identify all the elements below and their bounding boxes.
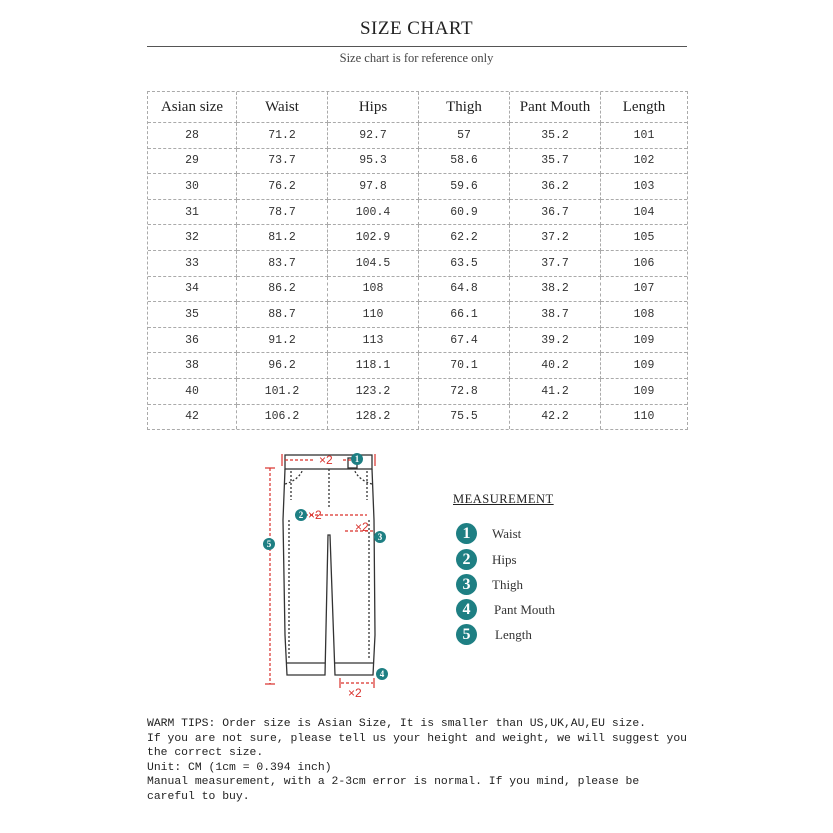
tip-line: If you are not sure, please tell us your height and weight, we will suggest you the correct size. — [147, 732, 694, 760]
table-cell: 123.2 — [328, 379, 419, 405]
measurement-arrows — [265, 454, 375, 688]
multiplier-thigh: ×2 — [355, 520, 369, 534]
svg-text:2: 2 — [298, 510, 304, 520]
table-cell: 67.4 — [419, 328, 510, 354]
table-cell: 104 — [601, 200, 687, 226]
table-cell: 36.7 — [510, 200, 601, 226]
table-cell: 86.2 — [237, 277, 328, 303]
table-row — [148, 251, 687, 277]
table-header-row — [148, 92, 687, 123]
table-cell: 35.2 — [510, 123, 601, 149]
table-cell: 107 — [601, 277, 687, 303]
marker-1 — [351, 453, 363, 465]
table-cell: 57 — [419, 123, 510, 149]
column-header: Hips — [328, 92, 419, 123]
number-badge-3: 3 — [456, 574, 477, 595]
table-cell: 42 — [148, 405, 237, 430]
table-cell: 76.2 — [237, 174, 328, 200]
table-cell: 73.7 — [237, 149, 328, 175]
table-cell: 37.2 — [510, 225, 601, 251]
pants-outline — [283, 455, 375, 675]
column-header: Pant Mouth — [510, 92, 601, 123]
table-cell: 102 — [601, 149, 687, 175]
number-badge-4: 4 — [456, 599, 477, 620]
legend-item-thigh — [456, 574, 616, 596]
table-cell: 104.5 — [328, 251, 419, 277]
table-cell: 109 — [601, 328, 687, 354]
column-header: Length — [601, 92, 687, 123]
number-badge-5: 5 — [456, 624, 477, 645]
table-row — [148, 200, 687, 226]
legend-label: Hips — [492, 552, 517, 567]
table-cell: 70.1 — [419, 353, 510, 379]
table-cell: 36 — [148, 328, 237, 354]
table-cell: 28 — [148, 123, 237, 149]
table-cell: 37.7 — [510, 251, 601, 277]
table-cell: 101 — [601, 123, 687, 149]
table-cell: 88.7 — [237, 302, 328, 328]
marker-3 — [374, 531, 386, 543]
title-divider — [147, 46, 687, 47]
table-row — [148, 328, 687, 354]
table-cell: 36.2 — [510, 174, 601, 200]
table-cell: 58.6 — [419, 149, 510, 175]
table-cell: 110 — [328, 302, 419, 328]
table-row — [148, 149, 687, 175]
table-cell: 72.8 — [419, 379, 510, 405]
table-cell: 113 — [328, 328, 419, 354]
marker-2 — [295, 509, 307, 521]
table-body — [148, 123, 687, 429]
page-title: SIZE CHART — [359, 18, 474, 39]
table-cell: 109 — [601, 379, 687, 405]
multiplier-hips: ×2 — [308, 508, 322, 522]
table-cell: 64.8 — [419, 277, 510, 303]
table-cell: 31 — [148, 200, 237, 226]
table-cell: 78.7 — [237, 200, 328, 226]
svg-text:3: 3 — [377, 532, 383, 542]
table-cell: 63.5 — [419, 251, 510, 277]
table-cell: 71.2 — [237, 123, 328, 149]
tip-line: WARM TIPS: Order size is Asian Size, It is smaller than US,UK,AU,EU size. — [147, 718, 646, 730]
table-cell: 41.2 — [510, 379, 601, 405]
table-row — [148, 225, 687, 251]
column-header: Thigh — [419, 92, 510, 123]
table-cell: 91.2 — [237, 328, 328, 354]
table-row — [148, 302, 687, 328]
table-cell: 96.2 — [237, 353, 328, 379]
table-row — [148, 123, 687, 149]
table-cell: 38 — [148, 353, 237, 379]
table-cell: 100.4 — [328, 200, 419, 226]
table-cell: 40 — [148, 379, 237, 405]
table-cell: 39.2 — [510, 328, 601, 354]
svg-text:4: 4 — [379, 669, 385, 679]
table-row — [148, 405, 687, 430]
table-cell: 105 — [601, 225, 687, 251]
table-cell: 59.6 — [419, 174, 510, 200]
table-cell: 75.5 — [419, 405, 510, 430]
number-badge-2: 2 — [456, 549, 477, 570]
multiplier-pant-mouth: ×2 — [348, 686, 362, 700]
table-cell: 40.2 — [510, 353, 601, 379]
legend-label: Length — [495, 627, 532, 642]
size-table — [147, 91, 688, 430]
warm-tips — [147, 717, 694, 805]
table-cell: 110 — [633, 410, 655, 424]
table-cell: 92.7 — [328, 123, 419, 149]
table-cell: 38.2 — [510, 277, 601, 303]
table-cell: 83.7 — [237, 251, 328, 277]
legend-item-hips — [456, 549, 616, 571]
table-cell: 29 — [148, 149, 237, 175]
table-cell: 97.8 — [328, 174, 419, 200]
table-cell: 35.7 — [510, 149, 601, 175]
table-cell: 42.2 — [510, 405, 601, 430]
legend-label: Pant Mouth — [494, 602, 556, 617]
table-cell: 32 — [148, 225, 237, 251]
table-cell: 103 — [601, 174, 687, 200]
table-cell: 38.7 — [510, 302, 601, 328]
table-row — [148, 379, 687, 405]
multiplier-waist: ×2 — [319, 453, 333, 467]
table-cell: 30 — [148, 174, 237, 200]
table-cell: 102.9 — [328, 225, 419, 251]
table-cell: 81.2 — [237, 225, 328, 251]
page-subtitle: Size chart is for reference only — [339, 51, 494, 65]
table-cell: 108 — [601, 302, 687, 328]
tip-line: Manual measurement, with a 2-3cm error is normal. If you mind, please be careful to buy. — [147, 776, 646, 803]
legend-item-pant-mouth — [456, 599, 616, 621]
table-cell: 118.1 — [328, 353, 419, 379]
table-cell: 60.9 — [419, 200, 510, 226]
marker-5 — [263, 538, 275, 550]
legend-label: Thigh — [492, 577, 524, 592]
svg-text:5: 5 — [266, 539, 272, 549]
table-cell: 108 — [328, 277, 419, 303]
table-cell: 95.3 — [328, 149, 419, 175]
number-badge-1: 1 — [456, 523, 477, 544]
table-cell: 128.2 — [328, 405, 419, 430]
legend-item-length — [456, 624, 616, 646]
table-cell: 34 — [148, 277, 237, 303]
legend-label: Waist — [492, 526, 522, 541]
column-header: Asian size — [148, 92, 237, 123]
table-cell: 101.2 — [237, 379, 328, 405]
pants-diagram — [255, 440, 400, 700]
tip-line: Unit: CM (1cm = 0.394 inch) — [147, 761, 332, 774]
legend-item-waist — [456, 523, 616, 545]
table-row — [148, 174, 687, 200]
table-cell: 106 — [601, 251, 687, 277]
table-cell: 33 — [148, 251, 237, 277]
svg-text:1: 1 — [354, 454, 360, 464]
table-cell: 35 — [148, 302, 237, 328]
table-cell: 62.2 — [419, 225, 510, 251]
table-cell: 106.2 — [237, 405, 328, 430]
marker-4 — [376, 668, 388, 680]
table-row — [148, 277, 687, 303]
table-cell: 66.1 — [419, 302, 510, 328]
column-header: Waist — [237, 92, 328, 123]
measurement-heading: MEASUREMENT — [453, 492, 554, 506]
table-row — [148, 353, 687, 379]
table-cell: 109 — [601, 353, 687, 379]
